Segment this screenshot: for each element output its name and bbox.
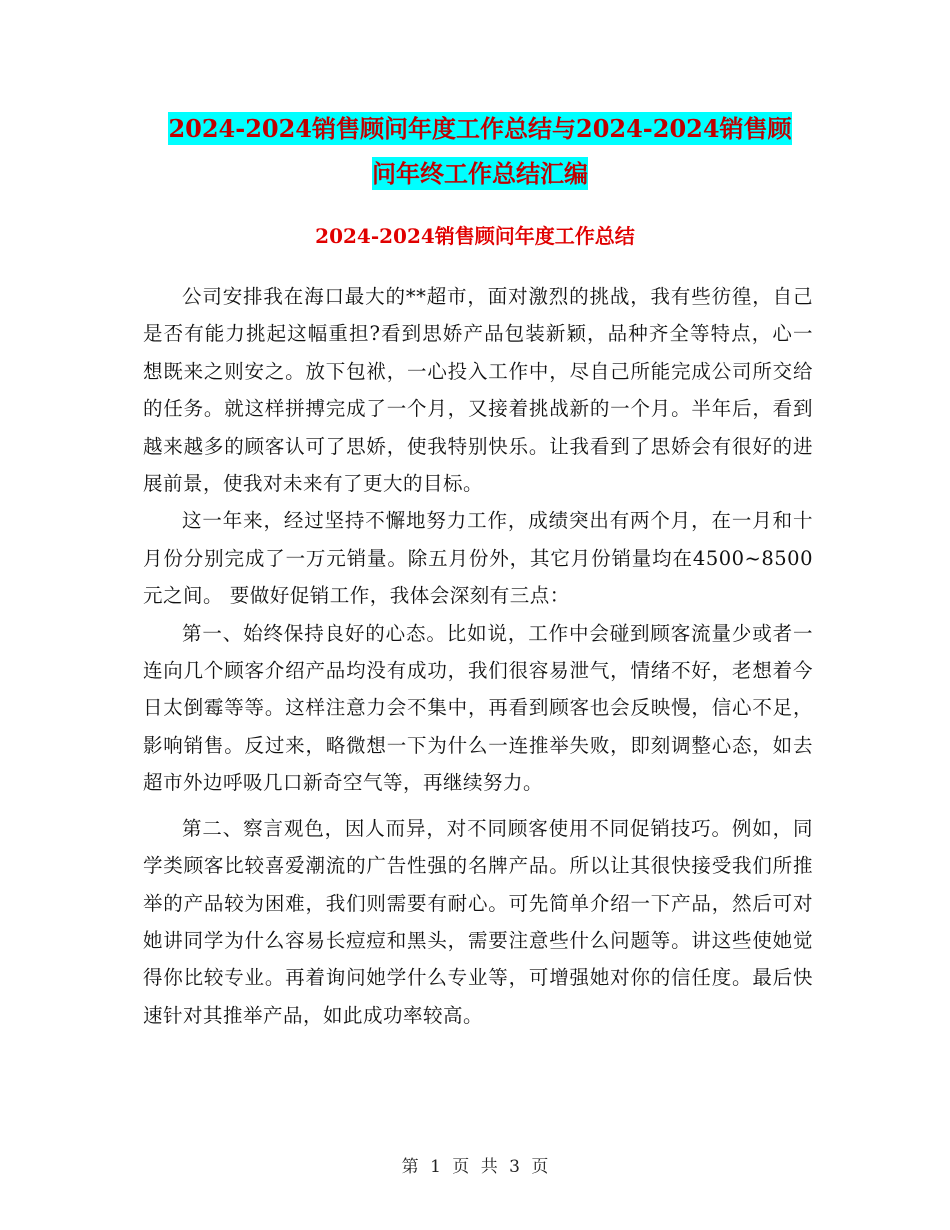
title-highlight: 问年终工作总结汇编 xyxy=(372,159,588,188)
paragraph: 第二、察言观色，因人而异，对不同顾客使用不同促销技巧。例如，同学类顾客比较喜爱潮流的广告性强的名牌产品。所以让其很快接受我们所推举的产品较为困难，我们则需要有耐心。可先简单介绍一下产品，然后可对她讲同学为什么容易长痘痘和黑头，需要注意些什么问题等。讲这些使她觉得你比较专业。再着询问她学什么专业等，可增强她对你的信任度。最后快速针对其推举产品，如此成功率较高。 xyxy=(143,816,813,1027)
document-title-line-2 xyxy=(150,151,810,196)
body-text xyxy=(143,278,813,1034)
page-footer: 第 1 页 共 3 页 xyxy=(401,1157,549,1177)
section-title: 2024-2024销售顾问年度工作总结 xyxy=(315,224,635,248)
title-highlight: 2024-2024销售顾问年度工作总结与2024-2024销售顾 xyxy=(168,114,792,143)
paragraph: 公司安排我在海口最大的**超市，面对激烈的挑战，我有些彷徨，自己是否有能力挑起这幅重担?看到思娇产品包装新颖，品种齐全等特点，心一想既来之则安之。放下包袱，一心投入工作中，尽自己所能完成公司所交给的任务。就这样拼搏完成了一个月，又接着挑战新的一个月。半年后，看到越来越多的顾客认可了思娇，使我特别快乐。让我看到了思娇会有很好的进展前景，使我对未来有了更大的目标。 xyxy=(143,285,813,496)
document-title-line-1 xyxy=(150,106,810,151)
paragraph: 这一年来，经过坚持不懈地努力工作，成绩突出有两个月，在一月和十月份分别完成了一万元销量。除五月份外，其它月份销量均在4500~8500元之间。 要做好促销工作，我体会深刻有三点： xyxy=(143,509,813,608)
paragraph: 第一、始终保持良好的心态。比如说，工作中会碰到顾客流量少或者一连向几个顾客介绍产品均没有成功，我们很容易泄气，情绪不好，老想着今日太倒霉等等。这样注意力会不集中，再看到顾客也会反映慢，信心不足，影响销售。反过来，略微想一下为什么一连推举失败，即刻调整心态，如去超市外边呼吸几口新奇空气等，再继续努力。 xyxy=(143,621,813,795)
